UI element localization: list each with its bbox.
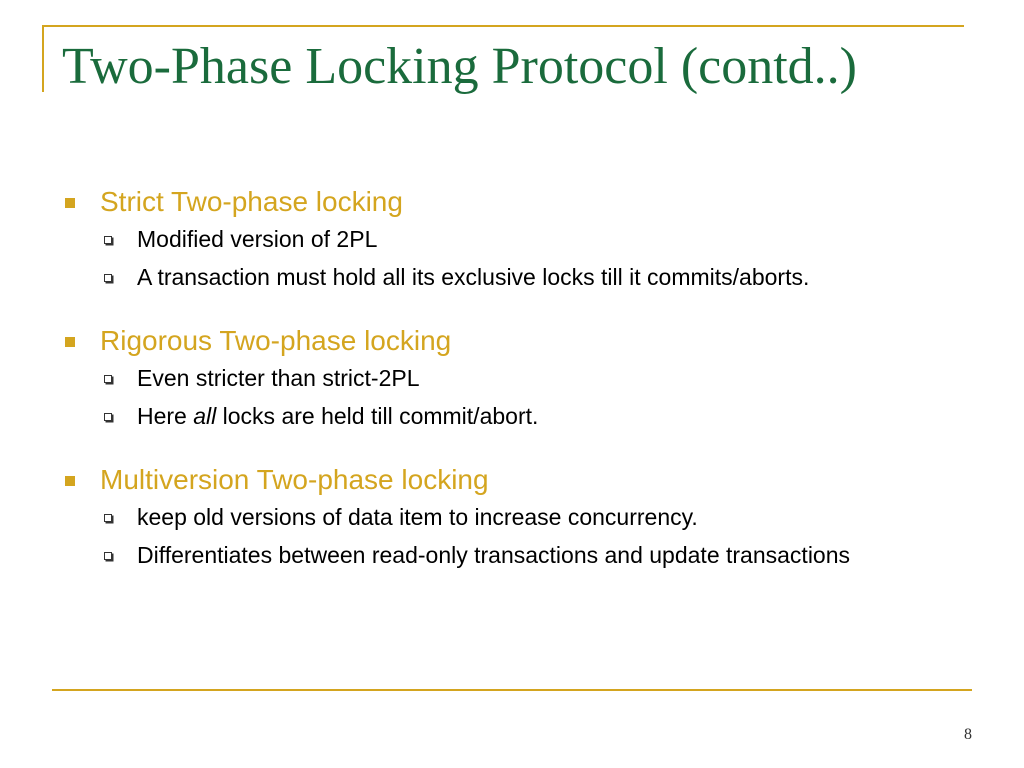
hollow-square-bullet-icon [104, 274, 112, 282]
list-item-text: Even stricter than strict-2PL [137, 365, 420, 391]
list-item-text: keep old versions of data item to increase concurrency. [137, 504, 698, 530]
square-bullet-icon [65, 337, 75, 347]
hollow-square-bullet-icon [104, 514, 112, 522]
list-item [62, 502, 962, 532]
section-heading [62, 462, 962, 498]
heading-text: Rigorous Two-phase locking [100, 325, 452, 356]
list-item-text: Differentiates between read-only transactions and update transactions [137, 542, 851, 568]
hollow-square-bullet-icon [104, 375, 112, 383]
list-item [62, 401, 962, 431]
list-item-text: A transaction must hold all its exclusive locks till it commits/aborts. [137, 264, 810, 290]
list-item-text: Modified version of 2PL [137, 226, 378, 252]
heading-text: Strict Two-phase locking [100, 186, 403, 217]
list-item [62, 363, 962, 393]
heading-text: Multiversion Two-phase locking [100, 464, 489, 495]
square-bullet-icon [65, 198, 75, 208]
frame-left-rule [42, 25, 44, 92]
slide-title: Two-Phase Locking Protocol (contd..) [62, 38, 857, 95]
hollow-square-bullet-icon [104, 236, 112, 244]
list-item-emphasis: all [193, 403, 217, 429]
hollow-square-bullet-icon [104, 552, 112, 560]
list-item [62, 540, 962, 570]
list-item-text-suffix: locks are held till commit/abort. [216, 403, 539, 429]
section-rigorous-2pl [62, 323, 962, 431]
hollow-square-bullet-icon [104, 413, 112, 421]
section-heading [62, 323, 962, 359]
section-multiversion-2pl [62, 462, 962, 570]
list-item-text-prefix: Here [137, 403, 194, 429]
square-bullet-icon [65, 476, 75, 486]
section-strict-2pl [62, 184, 962, 292]
frame-top-rule [42, 25, 964, 27]
slide-content [62, 184, 962, 601]
page-number: 8 [964, 726, 972, 743]
list-item [62, 262, 962, 292]
list-item [62, 224, 962, 254]
frame-bottom-rule [52, 689, 972, 691]
section-heading [62, 184, 962, 220]
